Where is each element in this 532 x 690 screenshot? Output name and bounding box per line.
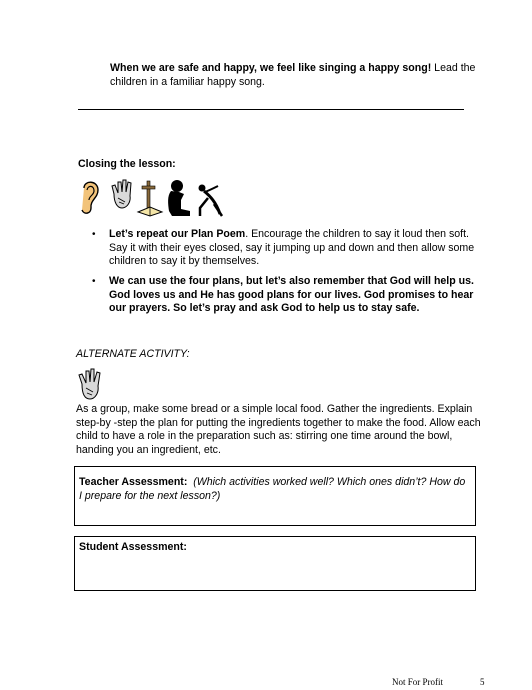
bullet-rest-text: . Encourage the children to say it loud then soft. Say it with their eyes closed, say it jumping up and down and then allow some children to say it by themselves. [109,228,475,267]
bullet-dot: • [92,276,96,287]
bullet-text [109,275,481,316]
closing-icon-row [76,178,226,220]
closing-heading: Closing the lesson: [78,158,176,170]
ear-icon [82,182,98,213]
student-assessment-label: Student Assessment: [79,541,187,553]
alternate-activity-heading: ALTERNATE ACTIVITY: [76,348,190,360]
teacher-assessment-prompt: (Which activities worked well? Which ones didn’t? How do I prepare for the next lesson?) [79,476,466,502]
intro-rest-text: Lead the children in a familiar happy song. [110,62,476,88]
bible-cross-icon [138,181,162,216]
alternate-activity-text: As a group, make some bread or a simple local food. Gather the ingredients. Explain step-by -step the plan for putting the ingredients together to make the food. Allow each child to have a role in the preparation such as: stirring one time around the bowl, handing you an ingredient, etc. [76,403,481,456]
praying-child-icon [168,180,190,216]
teacher-assessment-box[interactable] [74,466,476,526]
bullet-bold-text: We can use the four plans, but let’s also remember that God will help us. God loves us and He has good plans for our lives. God promises to hear our prayers. So let’s pray and ask God to help us to stay safe. [109,275,474,314]
bullet-text [109,228,481,269]
stretching-figure-icon [199,185,223,217]
intro-bold-text: When we are safe and happy, we feel like singing a happy song! [110,62,432,74]
hand-icon [112,180,131,208]
bullet-dot: • [92,229,96,240]
student-assessment-content [79,541,187,555]
hand-icon [76,366,106,400]
teacher-assessment-label: Teacher Assessment: [79,476,188,488]
closing-bullet-2 [92,275,487,335]
bullet-bold-text: Let’s repeat our Plan Poem [109,228,246,240]
intro-paragraph [110,62,480,89]
student-assessment-box[interactable] [74,536,476,591]
section-divider [78,109,464,110]
page-number: 5 [480,677,485,687]
page-footer [392,676,492,690]
teacher-assessment-content [79,476,469,503]
footer-text: Not For Profit [392,677,444,687]
